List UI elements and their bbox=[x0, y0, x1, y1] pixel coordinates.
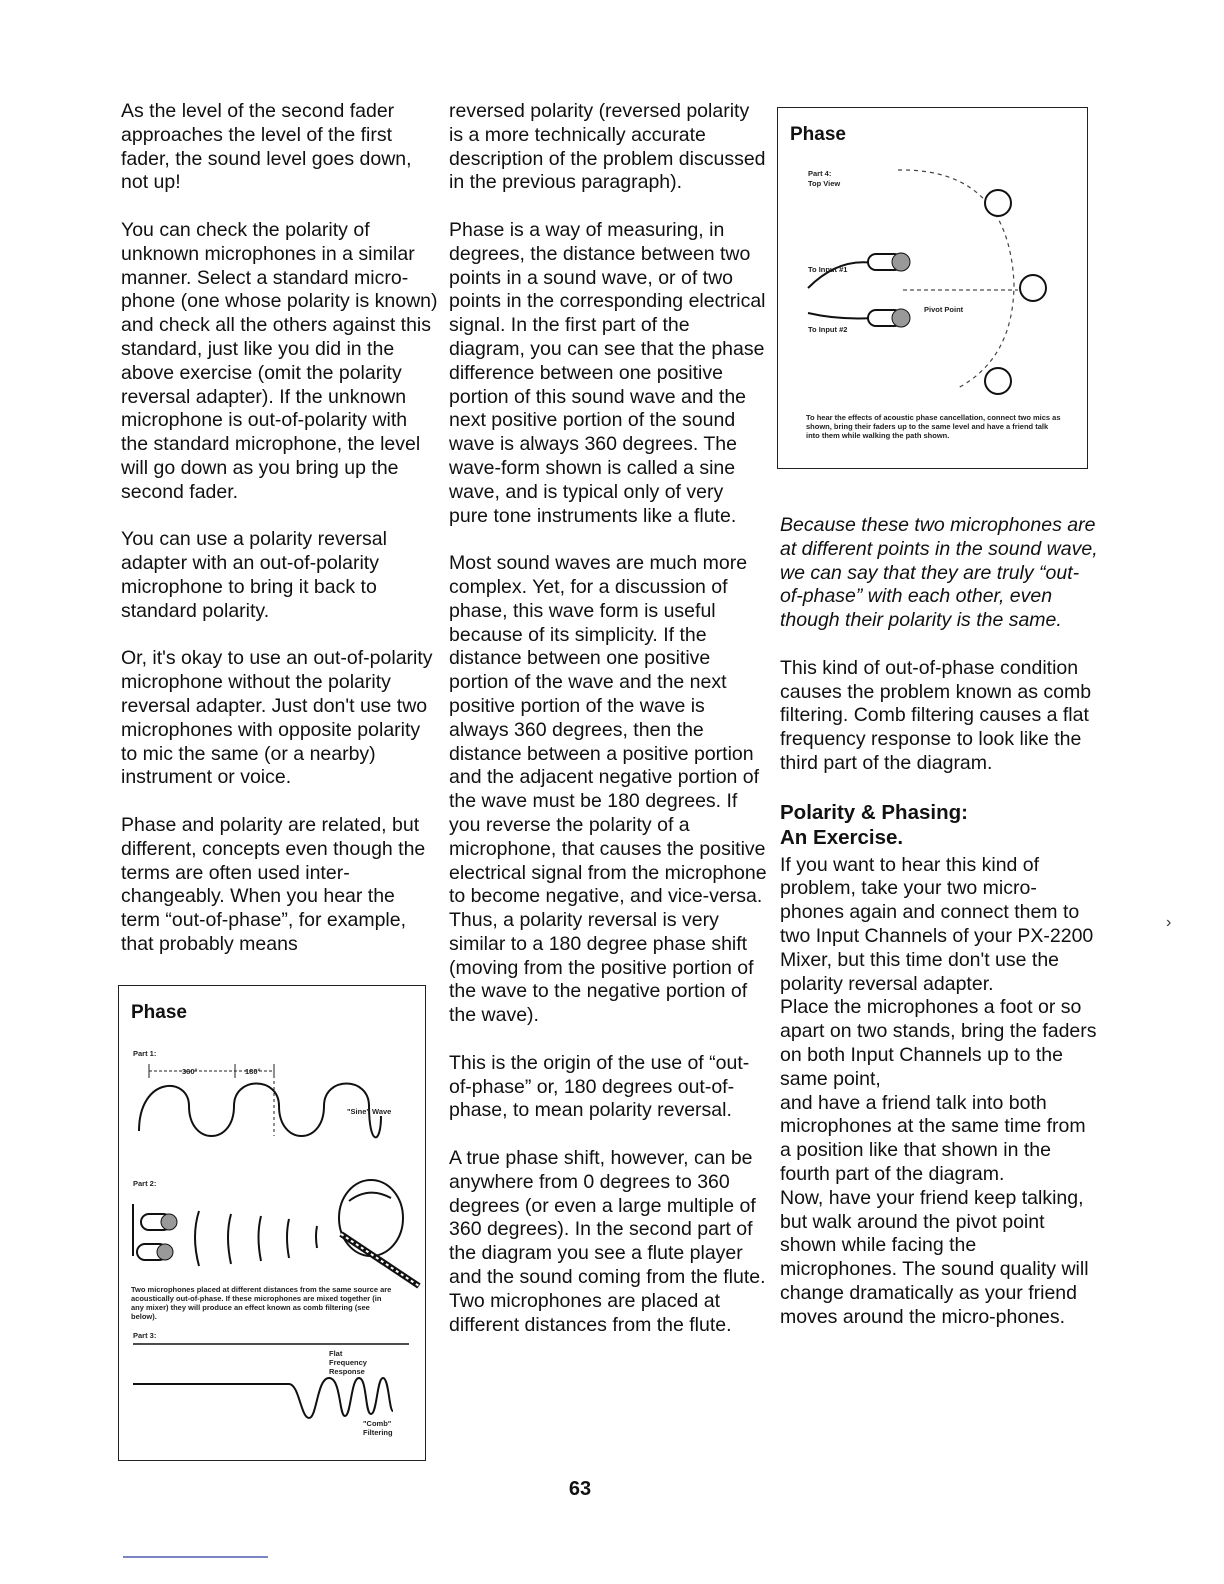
col1-paragraph-5: Phase and polarity are related, but different, concepts even though the terms are often used inter-changeably. When you hear the term “out-of-phase”, for example, that probably means bbox=[121, 813, 426, 955]
pivot-point-label: Pivot Point bbox=[924, 305, 964, 314]
comb-filter-curve bbox=[133, 1378, 393, 1418]
to-input-1-label: To Input #1 bbox=[808, 265, 848, 274]
flute-player-icon bbox=[339, 1180, 419, 1286]
col3-paragraph-3: Place the microphones a foot or so apart on two stands, bring the faders on both Input Channels up to the same point, bbox=[780, 996, 1097, 1090]
col2-paragraph-7: Two microphones are placed at different distances from the flute. bbox=[449, 1289, 732, 1336]
figure2-illustration bbox=[778, 108, 1087, 468]
column-3 bbox=[780, 514, 1098, 1330]
figure2-caption: To hear the effects of acoustic phase cancellation, connect two mics as shown, bring their faders up to the same level and have a friend talk into them while walking the path shown. bbox=[806, 413, 1061, 440]
figure1-part3-label: Part 3: bbox=[133, 1331, 157, 1340]
figure2-part4-label: Part 4: bbox=[808, 169, 832, 178]
sine-wave bbox=[139, 1084, 381, 1138]
phase-diagram-part-4 bbox=[777, 107, 1088, 469]
col2-paragraph-1: reversed polarity (reversed polarity is a more technically accurate description of the problem discussed in the previous paragraph). bbox=[449, 100, 766, 194]
section-heading-line-1: Polarity & Phasing: bbox=[780, 800, 968, 824]
col3-paragraph-5: Now, have your friend keep talking, but walk around the pivot point shown while facing the microphones. The sound quality will change dramatically as your friend moves around the micro-phones. bbox=[780, 1186, 1089, 1328]
figure2-title: Phase bbox=[790, 124, 846, 145]
figure-caption-italic: Because these two microphones are at different points in the sound wave, we can say that they are truly “out-of-phase” with each other, even though their polarity is the same. bbox=[780, 514, 1098, 632]
figure1-part1-label: Part 1: bbox=[133, 1049, 157, 1058]
footer-rule bbox=[123, 1556, 268, 1558]
col1-paragraph-1: As the level of the second fader approaches the level of the first fader, the sound level goes down, not up! bbox=[121, 100, 412, 194]
col2-paragraph-5: This is the origin of the use of “out-of-phase” or, 180 degrees out-of-phase, to mean polarity reversal. bbox=[449, 1051, 750, 1122]
to-input-2-label: To Input #2 bbox=[808, 325, 848, 334]
microphone-icon bbox=[133, 1204, 177, 1260]
deg-360-label: 360° bbox=[182, 1067, 198, 1076]
listener-head-icon bbox=[985, 190, 1046, 394]
page-number: 63 bbox=[568, 1478, 592, 1500]
col2-paragraph-3: Most sound waves are much more complex. Yet, for a discussion of phase, this wave form is useful because of its simplicity. If the distance between one positive portion of the wave and the next positive portion of the wave is always 360 degrees, then the distance between a positive portion and the adjacent negative portion of the wave must be 180 degrees. If you reverse the polarity of a microphone, that causes the positive electrical signal from the microphone to become negative, and vice-versa. bbox=[449, 552, 767, 908]
col1-paragraph-2: You can check the polarity of unknown microphones in a similar manner. Select a standard micro-phone (one whose polarity is known) and check all the others against this standard, just like you did in the above exercise (omit the polarity reversal adapter). If the unknown microphone is out-of-polarity with the standard microphone, the level will go down as you bring up the second fader. bbox=[121, 218, 438, 503]
flat-response-label: Flat Frequency Response bbox=[329, 1349, 367, 1376]
figure2-top-view-label: Top View bbox=[808, 179, 841, 188]
section-heading bbox=[780, 800, 1098, 850]
deg-180-label: 180° bbox=[245, 1067, 261, 1076]
figure1-part2-label: Part 2: bbox=[133, 1179, 157, 1188]
col2-paragraph-6: A true phase shift, however, can be anywhere from 0 degrees to 360 degrees (or even a large multiple of 360 degrees). In the second part of the diagram you see a flute player and the sound coming from the flute. bbox=[449, 1147, 766, 1289]
col2-paragraph-4: Thus, a polarity reversal is very similar to a 180 degree phase shift (moving from the positive portion of the wave to the negative portion of the wave). bbox=[449, 909, 754, 1027]
col3-paragraph-1: This kind of out-of-phase condition causes the problem known as comb filtering. Comb filtering causes a flat frequency response to look like the third part of the diagram. bbox=[780, 656, 1092, 774]
comb-filtering-label: "Comb" Filtering bbox=[363, 1419, 393, 1437]
col1-paragraph-3: You can use a polarity reversal adapter with an out-of-polarity microphone to bring it back to standard polarity. bbox=[121, 528, 387, 622]
figure1-illustration bbox=[119, 986, 425, 1460]
col1-paragraph-4: Or, it's okay to use an out-of-polarity microphone without the polarity reversal adapter. Just don't use two microphones with opposite polarity to mic the same (or a nearby) instrument or voice. bbox=[121, 647, 433, 789]
figure1-caption-line-1: Two microphones placed at different distances from the same source are acoustically out-of-phase. If these microphones are mixed together (in any mixer) they will produce an effect known as comb filtering (see below). bbox=[131, 1285, 392, 1321]
figure1-title: Phase bbox=[131, 1002, 187, 1023]
phase-diagram-parts-1-3 bbox=[118, 985, 426, 1461]
sine-wave-label: "Sine" Wave bbox=[347, 1107, 392, 1116]
column-1 bbox=[121, 100, 439, 980]
col2-paragraph-2: Phase is a way of measuring, in degrees, the distance between two points in a sound wave, or of two points in the corresponding electrical signal. In the first part of the diagram, you can see that the phase difference between one positive portion of this sound wave and the next positive portion of the sound wave is always 360 degrees. The wave-form shown is called a sine wave, and is typical only of very pure tone instruments like a flute. bbox=[449, 218, 766, 527]
col3-paragraph-4: and have a friend talk into both microphones at the same time from a position like that shown in the fourth part of the diagram. bbox=[780, 1091, 1086, 1185]
stray-mark: › bbox=[1166, 914, 1172, 931]
section-heading-line-2: An Exercise. bbox=[780, 825, 904, 849]
col3-paragraph-2: If you want to hear this kind of problem, take your two micro-phones again and connect them to two Input Channels of your PX-2200 Mixer, but this time don't use the polarity reversal adapter. bbox=[780, 853, 1094, 995]
column-2 bbox=[449, 100, 767, 1337]
